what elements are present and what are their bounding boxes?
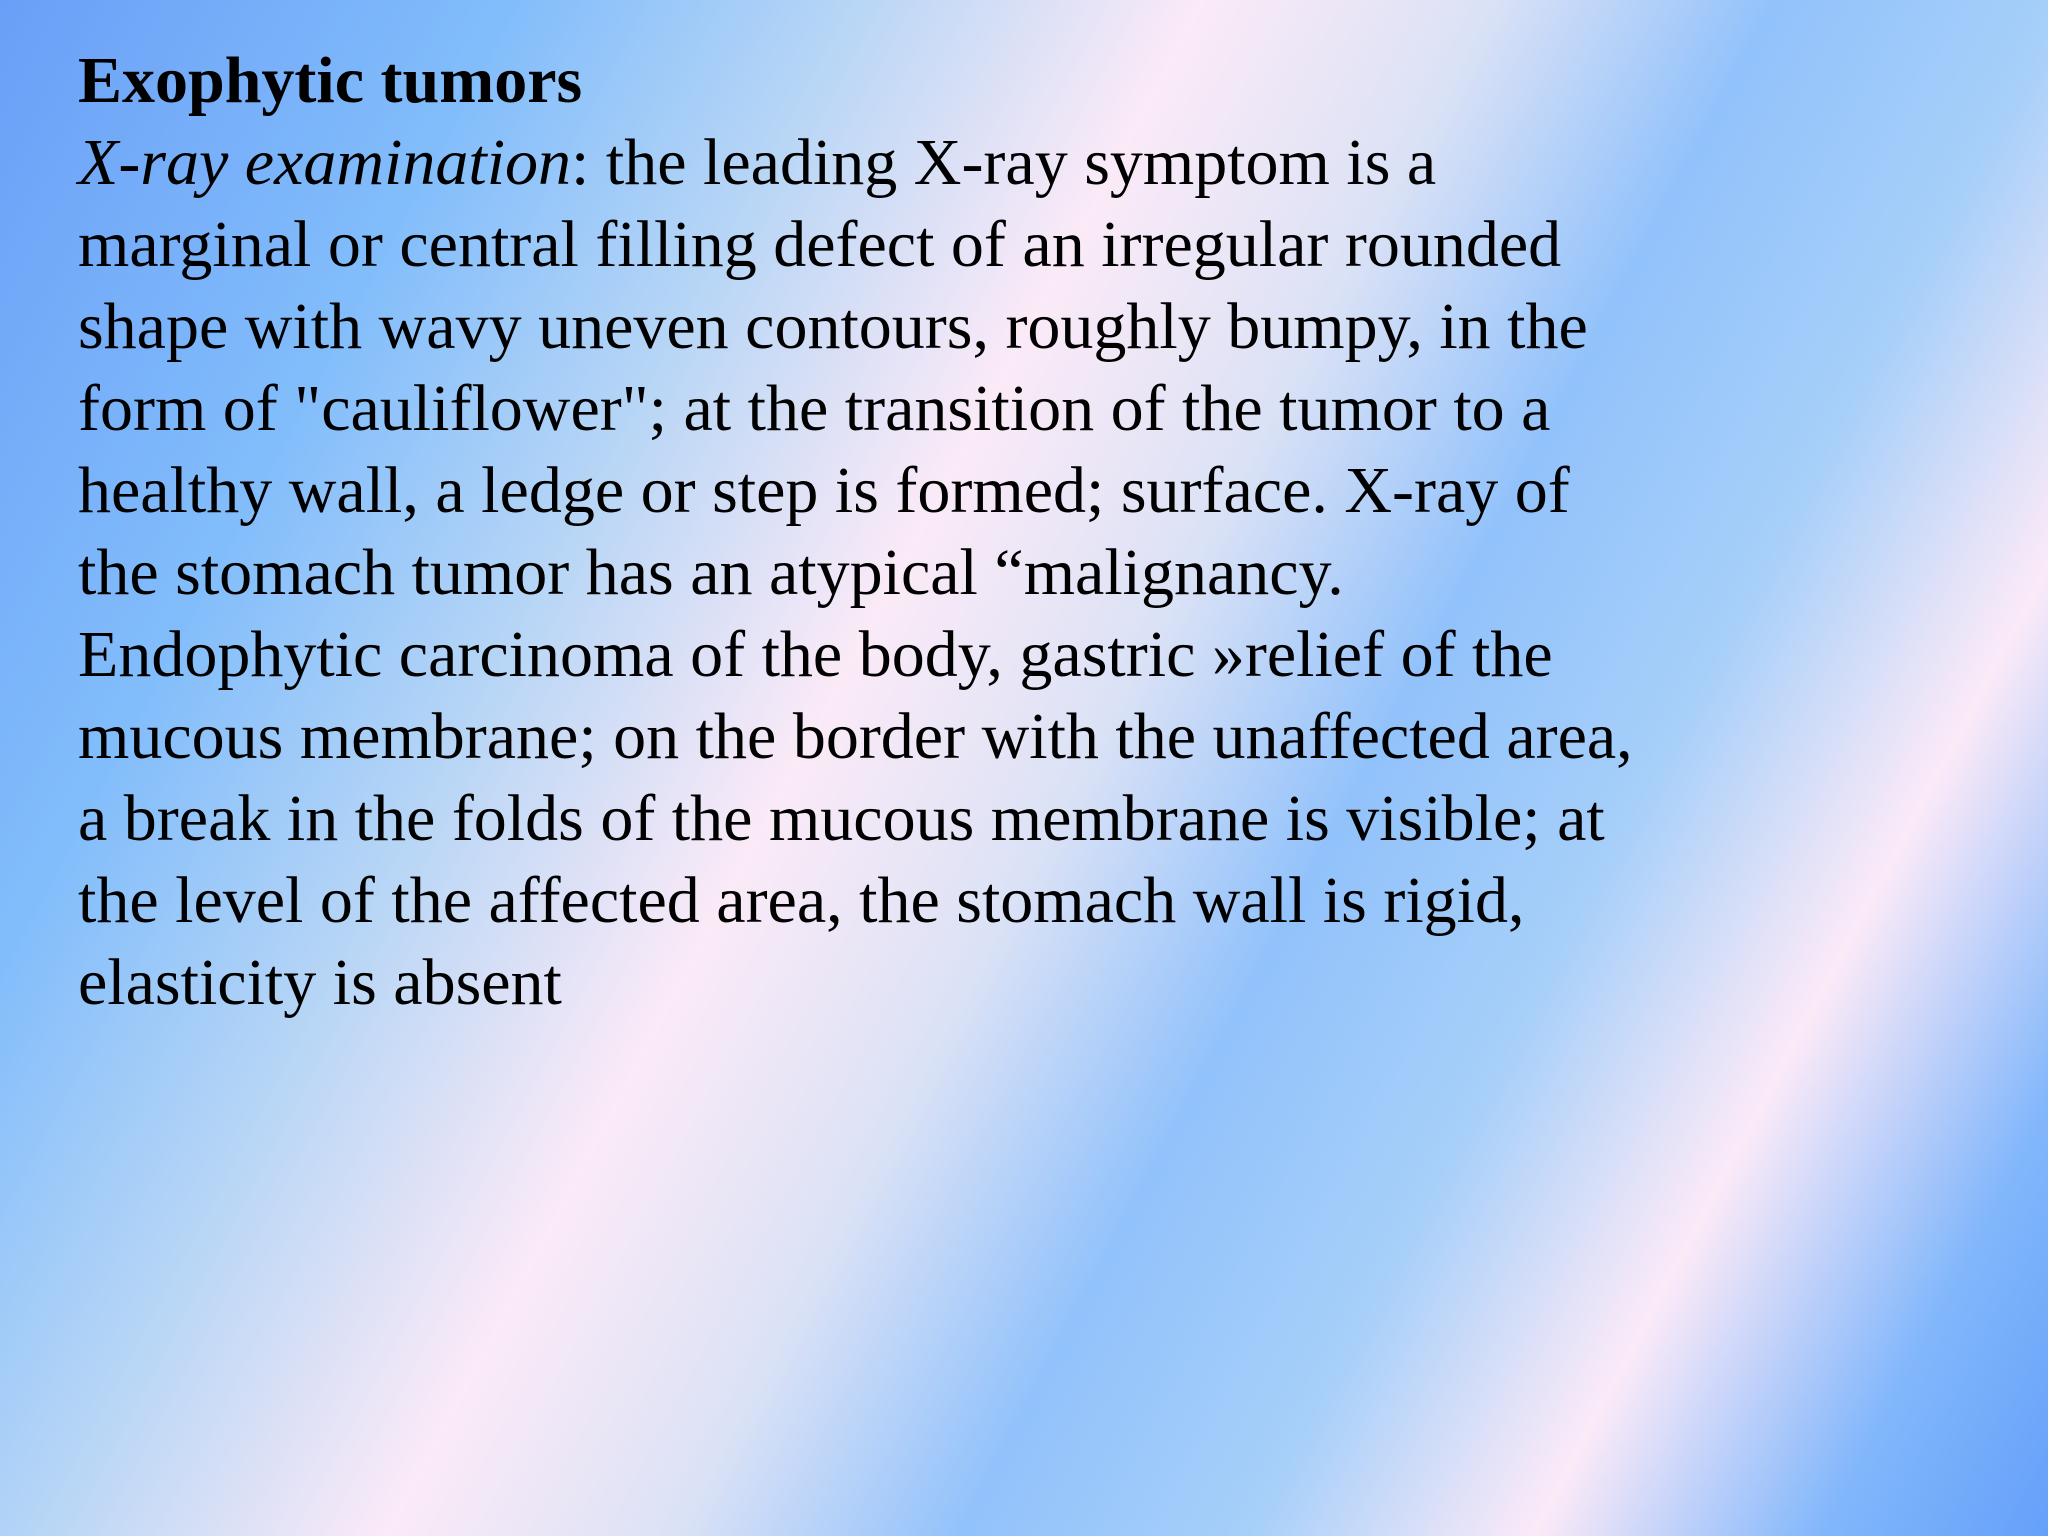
text-line-1 bbox=[78, 122, 1778, 204]
text-line-2: marginal or central filling defect of an irregular rounded bbox=[78, 208, 1562, 281]
slide-text-block bbox=[78, 40, 1778, 1024]
text-line-4: form of "cauliflower"; at the transition of the tumor to a bbox=[78, 372, 1551, 445]
text-line-8: mucous membrane; on the border with the unaffected area, bbox=[78, 700, 1633, 773]
text-line-6: the stomach tumor has an atypical “malignancy. bbox=[78, 536, 1344, 609]
text-line-9: a break in the folds of the mucous membrane is visible; at bbox=[78, 782, 1605, 855]
text-line-10: the level of the affected area, the stomach wall is rigid, bbox=[78, 864, 1525, 937]
text-line-7: Endophytic carcinoma of the body, gastric »relief of the bbox=[78, 618, 1553, 691]
text-line-3: shape with wavy uneven contours, roughly bumpy, in the bbox=[78, 290, 1588, 363]
xray-examination-label: X-ray examination bbox=[78, 126, 572, 199]
text-line-11: elasticity is absent bbox=[78, 946, 562, 1019]
text-line-5: healthy wall, a ledge or step is formed; surface. X-ray of bbox=[78, 454, 1570, 527]
text-line-1-rest: : the leading X-ray symptom is a bbox=[571, 126, 1437, 199]
slide-title: Exophytic tumors bbox=[78, 44, 583, 117]
